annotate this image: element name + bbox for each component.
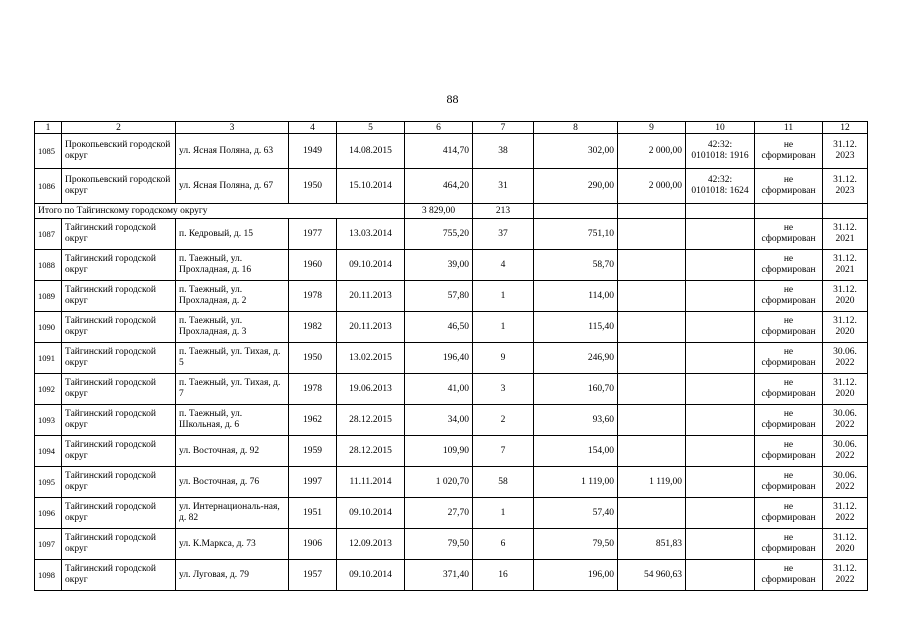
area-settled-cell: 79,50 [534,529,618,560]
housing-registry-table [34,121,868,591]
table-row [35,436,868,467]
district-cell: Тайгинский городской округ [62,219,176,250]
district-cell: Прокопьевский городской округ [62,169,176,204]
status-cell: не сформирован [755,312,823,343]
cadastre-cell [686,312,755,343]
table-row [35,498,868,529]
area-settled-cell: 751,10 [534,219,618,250]
cadastre-cell [686,374,755,405]
empty-cell [534,204,618,219]
column-number: 5 [337,122,405,134]
status-cell: не сформирован [755,467,823,498]
date-cell: 13.02.2015 [337,343,405,374]
deadline-cell: 30.06. 2022 [823,436,868,467]
area-cell: 414,70 [405,134,473,169]
year-cell: 1949 [289,134,337,169]
date-cell: 13.03.2014 [337,219,405,250]
row-number: 1087 [35,219,62,250]
cost-cell: 2 000,00 [618,169,686,204]
address-cell: п. Таежный, ул. Тихая, д. 5 [176,343,289,374]
year-cell: 1950 [289,169,337,204]
residents-cell: 3 [473,374,534,405]
area-settled-cell: 154,00 [534,436,618,467]
area-cell: 41,00 [405,374,473,405]
area-cell: 755,20 [405,219,473,250]
row-number: 1091 [35,343,62,374]
page-number: 88 [446,92,459,106]
address-cell: ул. К.Маркса, д. 73 [176,529,289,560]
date-cell: 12.09.2013 [337,529,405,560]
deadline-cell: 31.12. 2023 [823,134,868,169]
cost-cell [618,374,686,405]
district-cell: Тайгинский городской округ [62,405,176,436]
cadastre-cell [686,343,755,374]
year-cell: 1906 [289,529,337,560]
column-number: 7 [473,122,534,134]
empty-cell [618,204,686,219]
area-cell: 57,80 [405,281,473,312]
column-number: 12 [823,122,868,134]
address-cell: п. Кедровый, д. 15 [176,219,289,250]
deadline-cell: 31.12. 2020 [823,529,868,560]
status-cell: не сформирован [755,529,823,560]
column-number: 4 [289,122,337,134]
year-cell: 1950 [289,343,337,374]
area-cell: 34,00 [405,405,473,436]
address-cell: ул. Луговая, д. 79 [176,560,289,591]
table-row [35,219,868,250]
cadastre-cell [686,467,755,498]
residents-cell: 1 [473,312,534,343]
residents-cell: 7 [473,436,534,467]
residents-cell: 6 [473,529,534,560]
status-cell: не сформирован [755,169,823,204]
area-cell: 109,90 [405,436,473,467]
date-cell: 09.10.2014 [337,498,405,529]
date-cell: 20.11.2013 [337,281,405,312]
empty-cell [686,204,755,219]
cost-cell: 2 000,00 [618,134,686,169]
residents-cell: 37 [473,219,534,250]
column-number: 10 [686,122,755,134]
address-cell: ул. Восточная, д. 92 [176,436,289,467]
residents-cell: 2 [473,405,534,436]
date-cell: 15.10.2014 [337,169,405,204]
deadline-cell: 31.12. 2022 [823,498,868,529]
table-row [35,281,868,312]
area-cell: 464,20 [405,169,473,204]
address-cell: п. Таежный, ул. Прохладная, д. 2 [176,281,289,312]
date-cell: 09.10.2014 [337,560,405,591]
column-number: 6 [405,122,473,134]
district-cell: Тайгинский городской округ [62,343,176,374]
cadastre-cell [686,219,755,250]
table-row [35,250,868,281]
district-cell: Тайгинский городской округ [62,529,176,560]
table-row [35,467,868,498]
cadastre-cell [686,405,755,436]
deadline-cell: 30.06. 2022 [823,467,868,498]
residents-cell: 1 [473,498,534,529]
total-residents: 213 [473,204,534,219]
area-settled-cell: 290,00 [534,169,618,204]
cost-cell: 1 119,00 [618,467,686,498]
table-row [35,134,868,169]
status-cell: не сформирован [755,219,823,250]
status-cell: не сформирован [755,405,823,436]
area-settled-cell: 302,00 [534,134,618,169]
status-cell: не сформирован [755,374,823,405]
cost-cell [618,281,686,312]
column-number: 1 [35,122,62,134]
area-settled-cell: 93,60 [534,405,618,436]
area-settled-cell: 57,40 [534,498,618,529]
year-cell: 1951 [289,498,337,529]
column-number: 9 [618,122,686,134]
area-cell: 79,50 [405,529,473,560]
status-cell: не сформирован [755,281,823,312]
district-cell: Тайгинский городской округ [62,467,176,498]
column-number: 8 [534,122,618,134]
row-number: 1092 [35,374,62,405]
table-row [35,343,868,374]
year-cell: 1959 [289,436,337,467]
cadastre-cell [686,529,755,560]
residents-cell: 31 [473,169,534,204]
cost-cell: 54 960,63 [618,560,686,591]
date-cell: 19.06.2013 [337,374,405,405]
table-row [35,560,868,591]
year-cell: 1960 [289,250,337,281]
year-cell: 1978 [289,374,337,405]
area-cell: 27,70 [405,498,473,529]
address-cell: ул. Ясная Поляна, д. 63 [176,134,289,169]
district-cell: Тайгинский городской округ [62,374,176,405]
total-label: Итого по Тайгинскому городскому округу [35,204,405,219]
status-cell: не сформирован [755,436,823,467]
empty-cell [755,204,823,219]
area-settled-cell: 1 119,00 [534,467,618,498]
total-area: 3 829,00 [405,204,473,219]
year-cell: 1957 [289,560,337,591]
district-cell: Тайгинский городской округ [62,436,176,467]
date-cell: 20.11.2013 [337,312,405,343]
status-cell: не сформирован [755,498,823,529]
cost-cell [618,312,686,343]
area-cell: 1 020,70 [405,467,473,498]
row-number: 1097 [35,529,62,560]
cadastre-cell: 42:32: 0101018: 1916 [686,134,755,169]
cadastre-cell [686,250,755,281]
deadline-cell: 31.12. 2022 [823,560,868,591]
year-cell: 1997 [289,467,337,498]
area-settled-cell: 115,40 [534,312,618,343]
deadline-cell: 31.12. 2020 [823,281,868,312]
address-cell: ул. Ясная Поляна, д. 67 [176,169,289,204]
table-row [35,529,868,560]
year-cell: 1978 [289,281,337,312]
area-cell: 196,40 [405,343,473,374]
row-number: 1089 [35,281,62,312]
row-number: 1096 [35,498,62,529]
year-cell: 1962 [289,405,337,436]
residents-cell: 9 [473,343,534,374]
date-cell: 28.12.2015 [337,436,405,467]
row-number: 1086 [35,169,62,204]
area-settled-cell: 58,70 [534,250,618,281]
address-cell: ул. Интернациональ-ная, д. 82 [176,498,289,529]
address-cell: п. Таежный, ул. Прохладная, д. 16 [176,250,289,281]
cadastre-cell: 42:32: 0101018: 1624 [686,169,755,204]
district-cell: Прокопьевский городской округ [62,134,176,169]
row-number: 1088 [35,250,62,281]
date-cell: 09.10.2014 [337,250,405,281]
total-row [35,204,868,219]
deadline-cell: 30.06. 2022 [823,405,868,436]
district-cell: Тайгинский городской округ [62,250,176,281]
cadastre-cell [686,560,755,591]
cost-cell [618,219,686,250]
address-cell: п. Таежный, ул. Тихая, д. 7 [176,374,289,405]
cadastre-cell [686,281,755,312]
area-cell: 39,00 [405,250,473,281]
area-cell: 46,50 [405,312,473,343]
deadline-cell: 31.12. 2021 [823,250,868,281]
status-cell: не сформирован [755,560,823,591]
cost-cell [618,343,686,374]
cadastre-cell [686,498,755,529]
deadline-cell: 31.12. 2023 [823,169,868,204]
residents-cell: 16 [473,560,534,591]
district-cell: Тайгинский городской округ [62,281,176,312]
status-cell: не сформирован [755,250,823,281]
deadline-cell: 31.12. 2020 [823,312,868,343]
cost-cell [618,405,686,436]
row-number: 1090 [35,312,62,343]
residents-cell: 38 [473,134,534,169]
row-number: 1085 [35,134,62,169]
column-number: 2 [62,122,176,134]
status-cell: не сформирован [755,343,823,374]
deadline-cell: 31.12. 2020 [823,374,868,405]
deadline-cell: 31.12. 2021 [823,219,868,250]
area-settled-cell: 246,90 [534,343,618,374]
year-cell: 1982 [289,312,337,343]
table-row [35,405,868,436]
residents-cell: 1 [473,281,534,312]
table-row [35,374,868,405]
cost-cell [618,498,686,529]
area-settled-cell: 196,00 [534,560,618,591]
cost-cell [618,250,686,281]
date-cell: 14.08.2015 [337,134,405,169]
column-number: 3 [176,122,289,134]
district-cell: Тайгинский городской округ [62,498,176,529]
cost-cell [618,436,686,467]
date-cell: 28.12.2015 [337,405,405,436]
area-cell: 371,40 [405,560,473,591]
residents-cell: 58 [473,467,534,498]
address-cell: п. Таежный, ул. Школьная, д. 6 [176,405,289,436]
column-number: 11 [755,122,823,134]
column-numbers-row [35,122,868,134]
date-cell: 11.11.2014 [337,467,405,498]
year-cell: 1977 [289,219,337,250]
district-cell: Тайгинский городской округ [62,312,176,343]
row-number: 1095 [35,467,62,498]
area-settled-cell: 114,00 [534,281,618,312]
address-cell: п. Таежный, ул. Прохладная, д. 3 [176,312,289,343]
address-cell: ул. Восточная, д. 76 [176,467,289,498]
area-settled-cell: 160,70 [534,374,618,405]
cost-cell: 851,83 [618,529,686,560]
row-number: 1093 [35,405,62,436]
district-cell: Тайгинский городской округ [62,560,176,591]
row-number: 1098 [35,560,62,591]
empty-cell [823,204,868,219]
table-row [35,312,868,343]
cadastre-cell [686,436,755,467]
deadline-cell: 30.06. 2022 [823,343,868,374]
status-cell: не сформирован [755,134,823,169]
table-row [35,169,868,204]
row-number: 1094 [35,436,62,467]
residents-cell: 4 [473,250,534,281]
